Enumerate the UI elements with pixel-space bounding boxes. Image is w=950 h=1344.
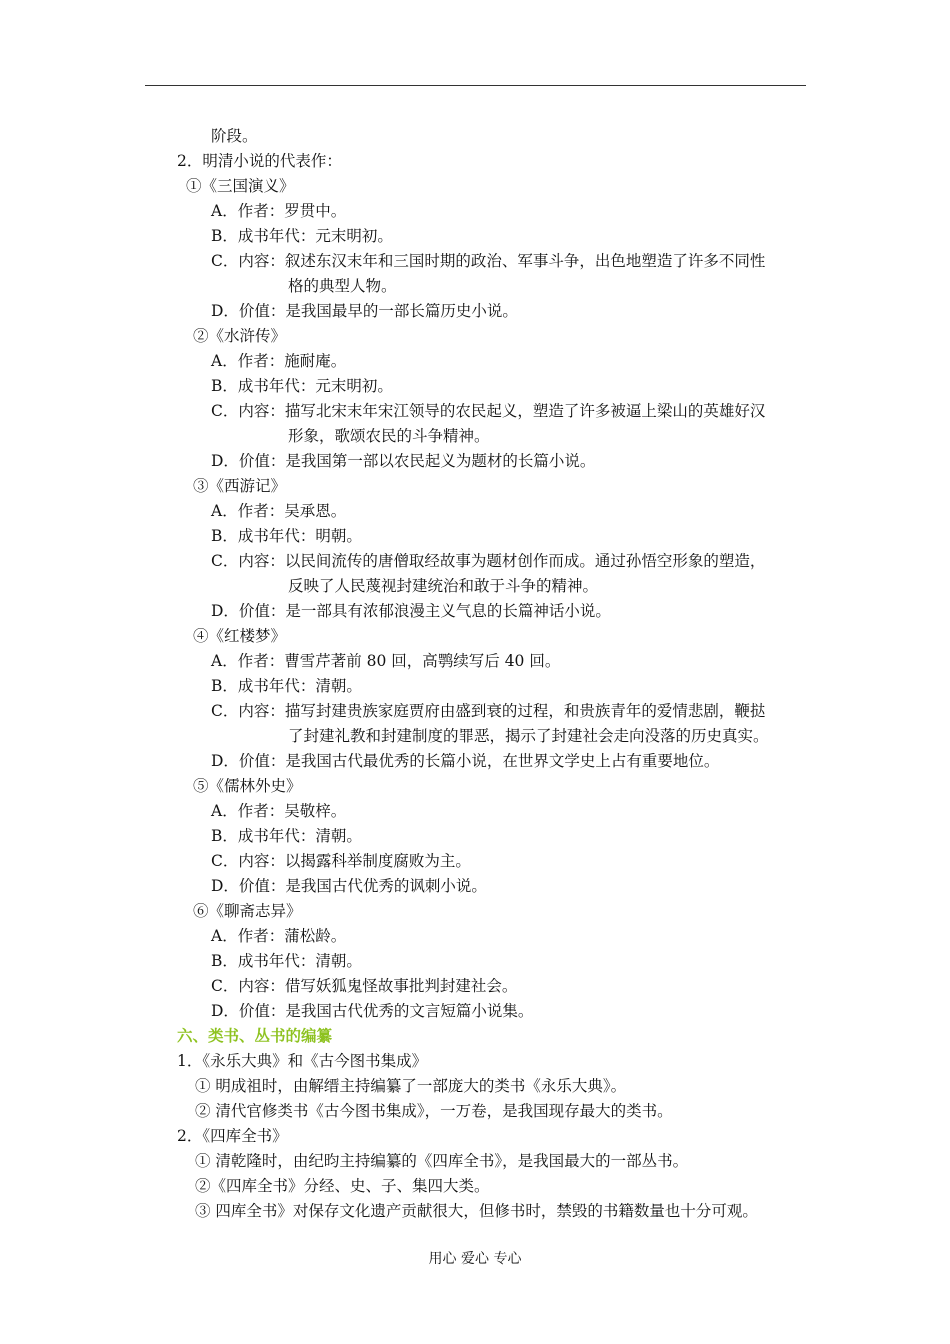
text-line: A．作者：罗贯中。 bbox=[211, 202, 347, 220]
page-footer: 用心 爱心 专心 bbox=[428, 1251, 522, 1267]
text-line: B．成书年代：清朝。 bbox=[211, 677, 362, 695]
text-line: D．价值：是我国最早的一部长篇历史小说。 bbox=[211, 302, 518, 320]
text-line: D．价值：是一部具有浓郁浪漫主义气息的长篇神话小说。 bbox=[211, 602, 611, 620]
text-line: C．内容：以揭露科举制度腐败为主。 bbox=[211, 852, 471, 870]
text-line: D．价值：是我国第一部以农民起义为题材的长篇小说。 bbox=[211, 452, 596, 470]
text-line: C．内容：以民间流传的唐僧取经故事为题材创作而成。通过孙悟空形象的塑造， bbox=[211, 552, 766, 570]
text-line: ⑥《聊斋志异》 bbox=[193, 902, 302, 920]
text-line: 了封建礼教和封建制度的罪恶，揭示了封建社会走向没落的历史真实。 bbox=[288, 727, 769, 745]
section-heading: 六、类书、丛书的编纂 bbox=[177, 1026, 333, 1045]
text-line: D．价值：是我国古代最优秀的长篇小说，在世界文学史上占有重要地位。 bbox=[211, 752, 720, 770]
text-line: ③ 四库全书》对保存文化遗产贡献很大，但修书时，禁毁的书籍数量也十分可观。 bbox=[195, 1202, 758, 1220]
text-line: D．价值：是我国古代优秀的文言短篇小说集。 bbox=[211, 1002, 534, 1020]
text-line: 阶段。 bbox=[211, 127, 258, 145]
text-line: 形象，歌颂农民的斗争精神。 bbox=[288, 427, 490, 445]
text-line: 1．《永乐大典》和《古今图书集成》 bbox=[177, 1052, 428, 1070]
text-line: 格的典型人物。 bbox=[288, 277, 397, 295]
text-line: C．内容：借写妖狐鬼怪故事批判封建社会。 bbox=[211, 977, 518, 995]
text-line: ②《四库全书》分经、史、子、集四大类。 bbox=[195, 1177, 490, 1195]
text-line: ② 清代官修类书《古今图书集成》，一万卷，是我国现存最大的类书。 bbox=[195, 1102, 673, 1120]
text-line: 2．《四库全书》 bbox=[177, 1127, 288, 1145]
text-line: B．成书年代：明朝。 bbox=[211, 527, 362, 545]
text-line: ④《红楼梦》 bbox=[193, 627, 287, 645]
text-line: 反映了人民蔑视封建统治和敢于斗争的精神。 bbox=[288, 577, 599, 595]
text-line: B．成书年代：清朝。 bbox=[211, 827, 362, 845]
text-line: ① 清乾隆时，由纪昀主持编纂的《四库全书》，是我国最大的一部丛书。 bbox=[195, 1152, 689, 1170]
text-line: C．内容：描写北宋末年宋江领导的农民起义，塑造了许多被逼上梁山的英雄好汉 bbox=[211, 402, 766, 420]
text-line: ①《三国演义》 bbox=[186, 177, 295, 195]
text-line: A．作者：施耐庵。 bbox=[211, 352, 347, 370]
text-line: B．成书年代：清朝。 bbox=[211, 952, 362, 970]
text-line: D．价值：是我国古代优秀的讽刺小说。 bbox=[211, 877, 487, 895]
text-line: ① 明成祖时，由解缙主持编纂了一部庞大的类书《永乐大典》。 bbox=[195, 1077, 627, 1095]
text-line: ⑤《儒林外史》 bbox=[193, 777, 302, 795]
text-line: B．成书年代：元末明初。 bbox=[211, 227, 393, 245]
text-line: ③《西游记》 bbox=[193, 477, 287, 495]
text-line: B．成书年代：元末明初。 bbox=[211, 377, 393, 395]
text-line: 2．明清小说的代表作： bbox=[177, 152, 342, 170]
text-line: A．作者：吴敬梓。 bbox=[211, 802, 347, 820]
text-line: A．作者：吴承恩。 bbox=[211, 502, 347, 520]
text-line: ②《水浒传》 bbox=[193, 327, 287, 345]
text-line: C．内容：描写封建贵族家庭贾府由盛到衰的过程，和贵族青年的爱情悲剧，鞭挞 bbox=[211, 702, 766, 720]
header-rule bbox=[145, 85, 806, 86]
text-line: C．内容：叙述东汉末年和三国时期的政治、军事斗争，出色地塑造了许多不同性 bbox=[211, 252, 766, 270]
text-line: A．作者：蒲松龄。 bbox=[211, 927, 347, 945]
text-line: A．作者：曹雪芹著前 80 回，高鹗续写后 40 回。 bbox=[211, 652, 561, 670]
